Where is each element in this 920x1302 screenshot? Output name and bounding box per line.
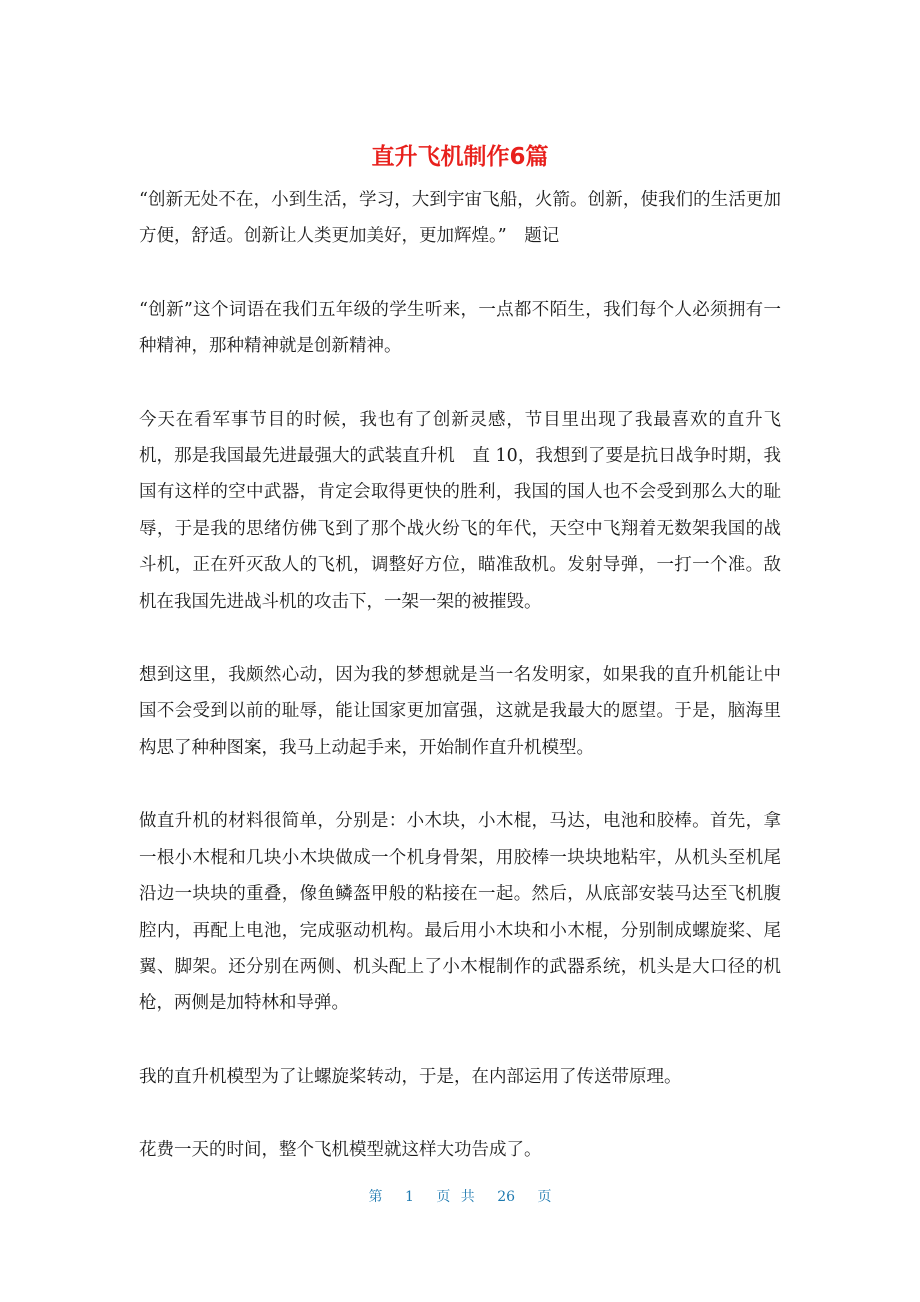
footer-prefix: 第: [368, 1189, 383, 1205]
paragraph: 我的直升机模型为了让螺旋桨转动，于是，在内部运用了传送带原理。: [139, 1066, 682, 1087]
paragraph: 做直升机的材料很简单，分别是：小木块，小木棍，马达，电池和胶棒。首先，拿一根小木棍和几块小木块做成一个机身骨架，用胶棒一块块地粘牢，从机头至机尾沿边一块块的重叠，像鱼鳞盔甲般的粘接在一起。然后，从底部安装马达至飞机腹腔内，再配上电池，完成驱动机构。最后用小木块和小木棍，分别制成螺旋桨、尾翼、脚架。还分别在两侧、机头配上了小木棍制作的武器系统，机头是大口径的机枪，两侧是加特林和导弹。: [139, 811, 781, 1014]
page-footer: [0, 1185, 920, 1209]
footer-suffix: 页: [537, 1189, 552, 1205]
paragraph: “创新”这个词语在我们五年级的学生听来，一点都不陌生，我们每个人必须拥有一种精神，那种精神就是创新精神。: [139, 299, 781, 357]
document-body: [139, 182, 781, 1206]
footer-middle: 页 共: [436, 1189, 475, 1205]
paragraph: 今天在看军事节目的时候，我也有了创新灵感，节目里出现了我最喜欢的直升飞机，那是我国最先进最强大的武装直升机 直 10，我想到了要是抗日战争时期，我国有这样的空中武器，肯定会取得更快的胜利，我国的国人也不会受到那么大的耻辱，于是我的思绪仿佛飞到了那个战火纷飞的年代，天空中飞翔着无数架我国的战斗机，正在歼灭敌人的飞机，调整好方位，瞄准敌机。发射导弹，一打一个准。敌机在我国先进战斗机的攻击下，一架一架的被摧毁。: [139, 409, 781, 612]
paragraph: 想到这里，我颇然心动，因为我的梦想就是当一名发明家，如果我的直升机能让中国不会受到以前的耻辱，能让国家更加富强，这就是我最大的愿望。于是，脑海里构思了种种图案，我马上动起手来，开始制作直升机模型。: [139, 665, 781, 758]
footer-total-pages: 26: [497, 1189, 516, 1205]
paragraph: “创新无处不在，小到生活，学习，大到宇宙飞船，火箭。创新，使我们的生活更加方便，舒适。创新让人类更加美好，更加辉煌。” 题记: [139, 190, 781, 247]
document-title: 直升飞机制作6篇: [371, 144, 549, 170]
paragraph: 花费一天的时间，整个飞机模型就这样大功告成了。: [139, 1140, 542, 1161]
footer-current-page: 1: [404, 1189, 414, 1205]
